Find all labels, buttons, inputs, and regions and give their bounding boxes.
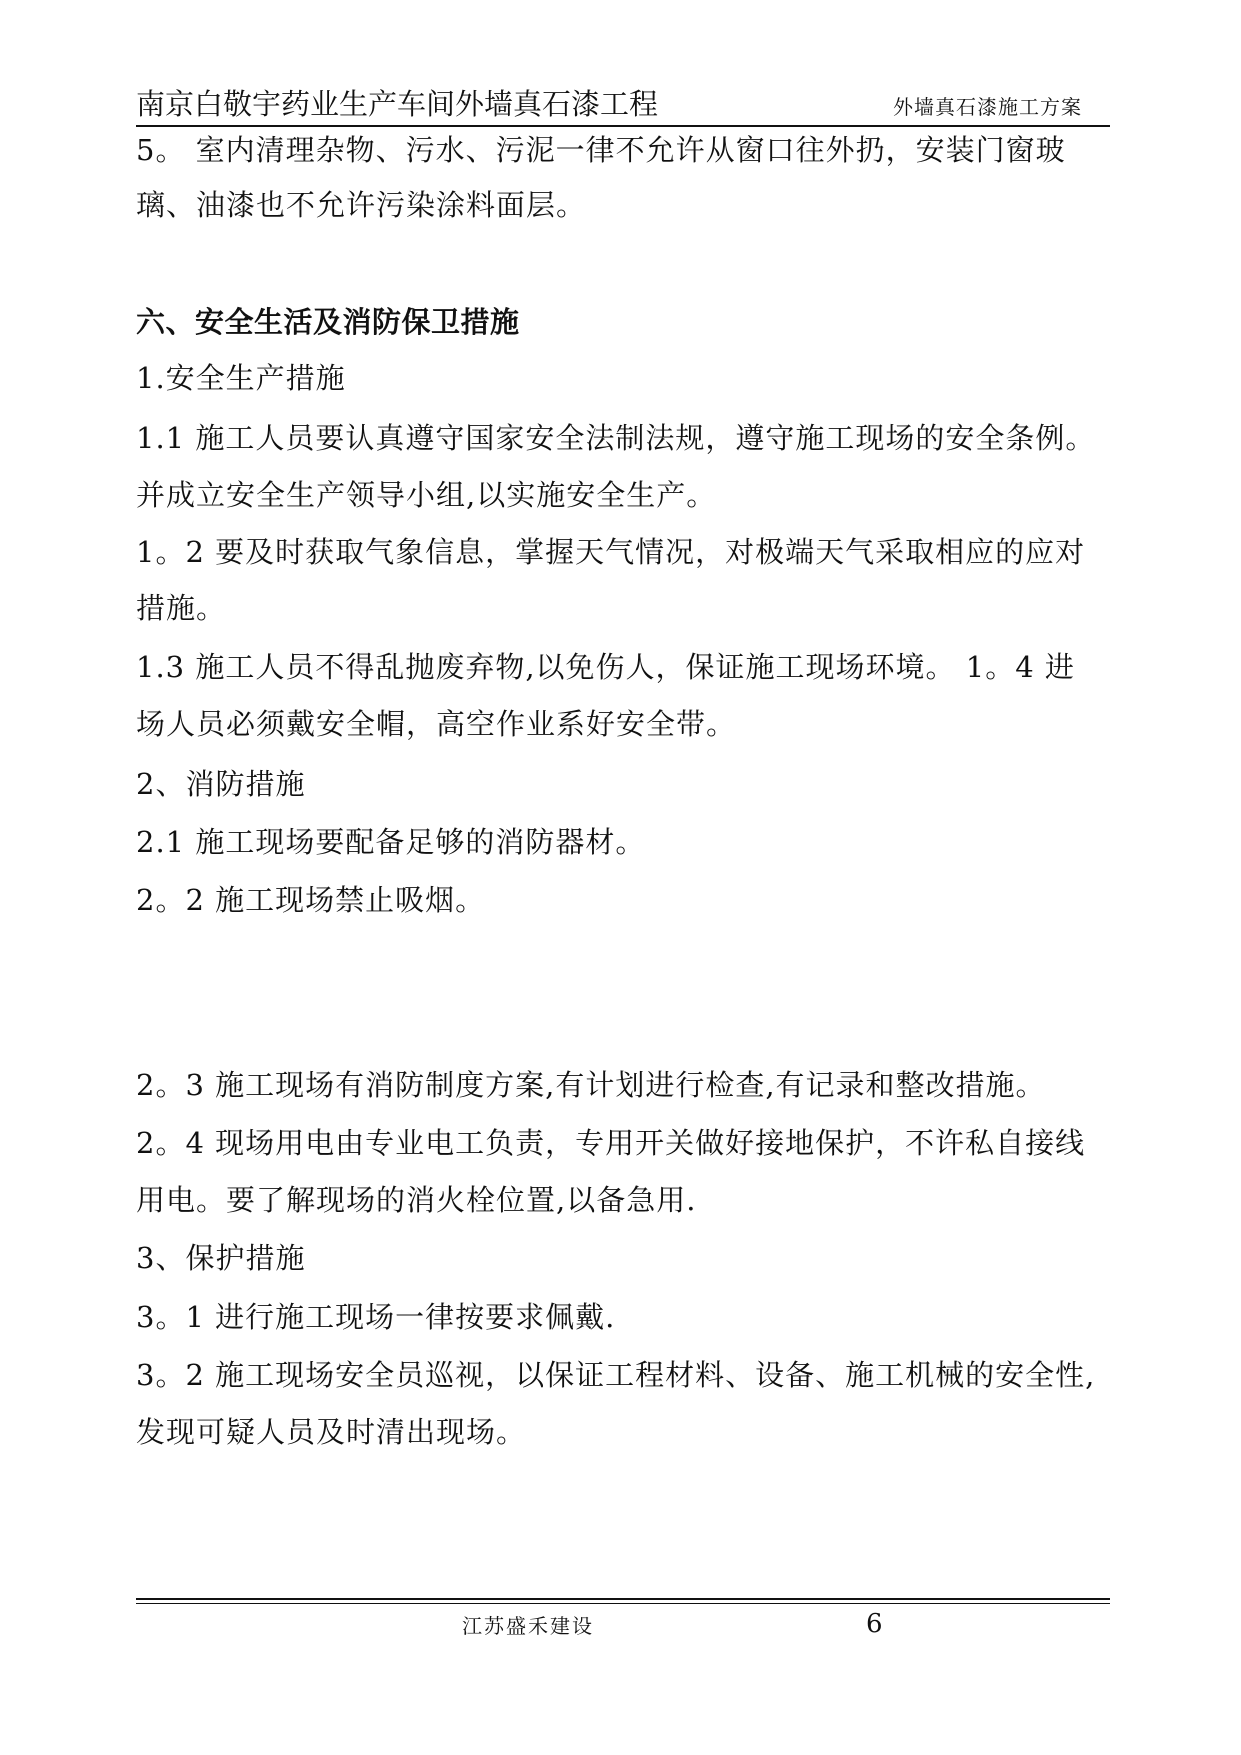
paragraph-line: 场人员必须戴安全帽，高空作业系好安全带。 — [136, 707, 737, 741]
page-number: 6 — [866, 1609, 883, 1639]
subsection-heading: 2、消防措施 — [136, 767, 306, 801]
paragraph-line: 5。 室内清理杂物、污水、污泥一律不允许从窗口往外扔，安装门窗玻 — [136, 133, 1066, 167]
paragraph-line: 璃、油漆也不允许污染涂料面层。 — [136, 188, 587, 222]
paragraph-line: 发现可疑人员及时清出现场。 — [136, 1415, 527, 1449]
paragraph-line: 1。2 要及时获取气象信息，掌握天气情况，对极端天气采取相应的应对 — [136, 535, 1086, 569]
header-document-name: 外墙真石漆施工方案 — [893, 95, 1082, 119]
paragraph-line: 1.3 施工人员不得乱抛废弃物,以免伤人，保证施工现场环境。 1。4 进 — [136, 650, 1075, 684]
footer-rule — [136, 1598, 1110, 1600]
paragraph-line: 并成立安全生产领导小组,以实施安全生产。 — [136, 478, 717, 512]
paragraph-line: 用电。要了解现场的消火栓位置,以备急用. — [136, 1183, 697, 1217]
paragraph-line: 3。2 施工现场安全员巡视，以保证工程材料、设备、施工机械的安全性, — [136, 1358, 1096, 1392]
paragraph-line: 2。4 现场用电由专业电工负责，专用开关做好接地保护，不许私自接线 — [136, 1126, 1086, 1160]
paragraph-line: 3。1 进行施工现场一律按要求佩戴. — [136, 1300, 616, 1334]
paragraph-line: 2。2 施工现场禁止吸烟。 — [136, 883, 486, 917]
header-project-title: 南京白敬宇药业生产车间外墙真石漆工程 — [136, 87, 659, 121]
subsection-heading: 1.安全生产措施 — [136, 361, 346, 395]
footer-company: 江苏盛禾建设 — [462, 1614, 594, 1638]
footer-rule — [136, 1603, 1110, 1604]
paragraph-line: 1.1 施工人员要认真遵守国家安全法制法规，遵守施工现场的安全条例。 — [136, 421, 1096, 455]
page-header — [136, 86, 1110, 126]
paragraph-line: 2.1 施工现场要配备足够的消防器材。 — [136, 825, 646, 859]
paragraph-line: 2。3 施工现场有消防制度方案,有计划进行检查,有记录和整改措施。 — [136, 1068, 1046, 1102]
subsection-heading: 3、保护措施 — [136, 1241, 306, 1275]
section-heading: 六、安全生活及消防保卫措施 — [136, 305, 520, 339]
paragraph-line: 措施。 — [136, 591, 227, 625]
header-rule — [136, 125, 1110, 127]
